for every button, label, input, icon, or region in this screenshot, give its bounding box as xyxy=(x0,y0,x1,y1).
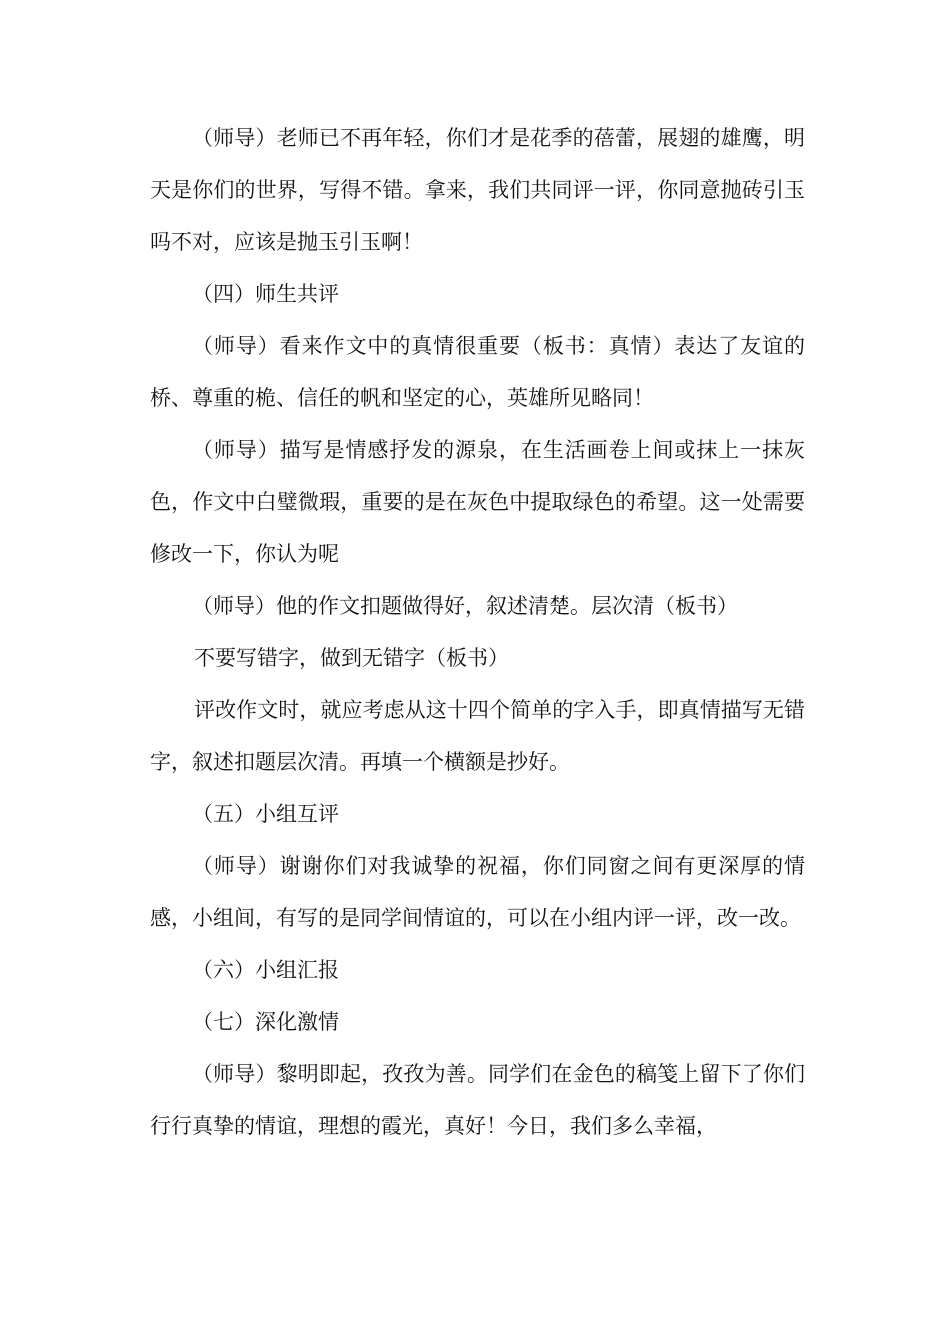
section-heading-4: （四）师生共评 xyxy=(192,282,339,306)
paragraph-evaluation-tips: 评改作文时，就应考虑从这十四个简单的字入手，即真情描写无错字，叙述扣题层次清。再填一个横额是抄好。 xyxy=(150,698,805,774)
paragraph-no-typos: 不要写错字，做到无错字（板书） xyxy=(194,646,509,670)
section-heading-5: （五）小组互评 xyxy=(192,802,339,826)
section-heading-7: （七）深化激情 xyxy=(192,1010,339,1034)
section-heading-6: （六）小组汇报 xyxy=(192,958,339,982)
paragraph-teacher-guide-1: （师导）老师已不再年轻，你们才是花季的蓓蕾，展翅的雄鹰，明天是你们的世界，写得不错。拿来，我们共同评一评，你同意抛砖引玉吗不对，应该是抛玉引玉啊！ xyxy=(150,126,805,254)
paragraph-teacher-guide-3: （师导）描写是情感抒发的源泉，在生活画卷上间或抹上一抹灰色，作文中白璧微瑕，重要的是在灰色中提取绿色的希望。这一处需要修改一下，你认为呢 xyxy=(150,438,805,566)
paragraph-teacher-guide-4: （师导）他的作文扣题做得好，叙述清楚。层次清（板书） xyxy=(192,594,738,618)
paragraph-teacher-guide-2: （师导）看来作文中的真情很重要（板书：真情）表达了友谊的桥、尊重的桅、信任的帆和坚定的心，英雄所见略同！ xyxy=(150,334,805,410)
paragraph-teacher-guide-5: （师导）谢谢你们对我诚挚的祝福，你们同窗之间有更深厚的情感，小组间，有写的是同学间情谊的，可以在小组内评一评，改一改。 xyxy=(150,854,805,930)
document-body xyxy=(150,112,805,1152)
paragraph-teacher-guide-6: （师导）黎明即起，孜孜为善。同学们在金色的稿笺上留下了你们行行真挚的情谊，理想的霞光，真好！今日，我们多么幸福， xyxy=(150,1062,805,1138)
